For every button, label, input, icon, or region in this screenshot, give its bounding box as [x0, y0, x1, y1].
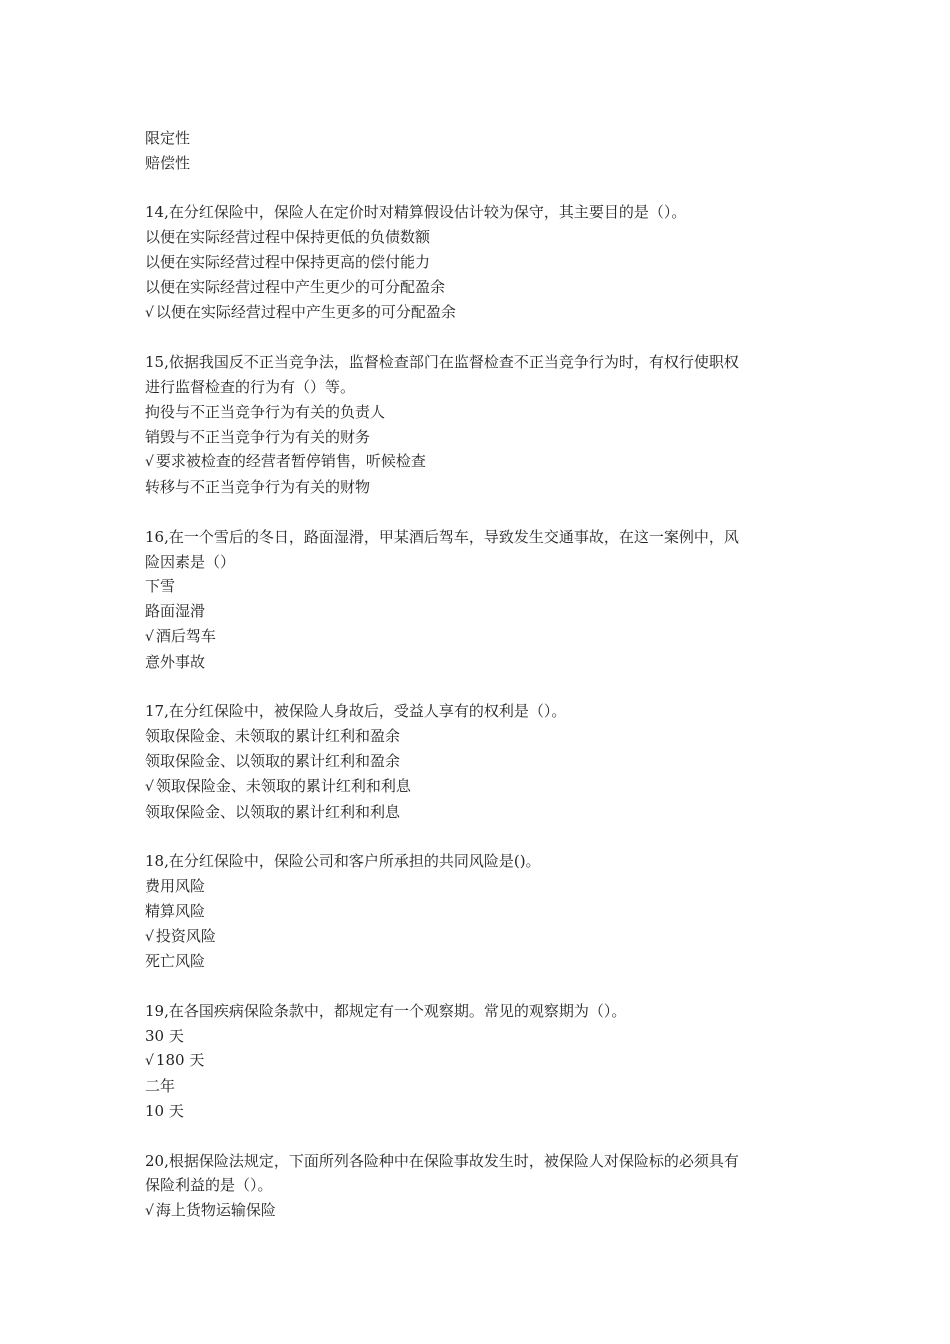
- check-mark-icon: √: [145, 1053, 154, 1070]
- option-text: 领取保险金、未领取的累计红利和利息: [155, 776, 411, 795]
- option-line: [145, 599, 815, 624]
- option-text: 以便在实际经营过程中产生更少的可分配盈余: [145, 277, 446, 296]
- question-stem: 14,在分红保险中，保险人在定价时对精算假设估计较为保守，其主要目的是（）。: [145, 203, 687, 222]
- blank-line: [145, 675, 815, 700]
- document-page: [145, 126, 815, 1224]
- option-text: 下雪: [145, 577, 176, 596]
- option-line: [145, 400, 815, 425]
- option-line: [145, 1099, 815, 1124]
- option-text: 10 天: [145, 1102, 184, 1121]
- question-block: [145, 699, 815, 824]
- option-line: [145, 1024, 815, 1049]
- check-mark-icon: √: [145, 628, 154, 645]
- question-block: [145, 849, 815, 974]
- question-stem: 保险利益的是（）。: [145, 1176, 273, 1195]
- blank-line: [145, 1124, 815, 1149]
- question-stem: 20,根据保险法规定，下面所列各险种中在保险事故发生时，被保险人对保险标的必须具有: [145, 1151, 739, 1170]
- option-line: [145, 1074, 815, 1099]
- question-stem: 进行监督检查的行为有（）等。: [145, 377, 356, 396]
- option-text: 领取保险金、以领取的累计红利和盈余: [145, 751, 401, 770]
- option-text: 意外事故: [145, 652, 206, 671]
- check-mark-icon: √: [145, 304, 154, 321]
- option-line: [145, 425, 815, 450]
- option-line: [145, 475, 815, 500]
- option-text: 死亡风险: [145, 952, 206, 971]
- check-mark-icon: √: [145, 1203, 154, 1220]
- correct-option: [145, 774, 815, 800]
- option-text: 180 天: [155, 1051, 205, 1070]
- blank-line: [145, 500, 815, 525]
- correct-option: [145, 449, 815, 475]
- option-text: 酒后驾车: [155, 626, 216, 645]
- option-text: 以便在实际经营过程中保持更低的负债数额: [145, 228, 431, 247]
- question-stem: 19,在各国疾病保险条款中，都规定有一个观察期。常见的观察期为（）。: [145, 1001, 627, 1020]
- option-text: 拘役与不正当竞争行为有关的负责人: [145, 402, 386, 421]
- question-list: [145, 176, 815, 1224]
- question-stem: 险因素是（）: [145, 552, 236, 571]
- option-text: 以便在实际经营过程中产生更多的可分配盈余: [155, 302, 456, 321]
- option-line: 限定性: [145, 129, 191, 147]
- option-text: 30 天: [145, 1026, 184, 1045]
- option-text: 路面湿滑: [145, 602, 206, 621]
- check-mark-icon: √: [145, 928, 154, 945]
- option-line: 赔偿性: [145, 153, 191, 172]
- correct-option: [145, 624, 815, 650]
- check-mark-icon: √: [145, 778, 154, 795]
- option-line: [145, 225, 815, 250]
- option-line: [145, 250, 815, 275]
- question-block: [145, 525, 815, 675]
- option-text: 以便在实际经营过程中保持更高的偿付能力: [145, 252, 431, 271]
- blank-line: [145, 325, 815, 350]
- question-block: [145, 999, 815, 1124]
- option-text: 要求被检查的经营者暂停销售，听候检查: [155, 452, 426, 471]
- question-stem: 15,依据我国反不正当竞争法，监督检查部门在监督检查不正当竞争行为时，有权行使职权: [145, 353, 739, 372]
- option-text: 精算风险: [145, 901, 206, 920]
- check-mark-icon: √: [145, 454, 154, 471]
- blank-line: [145, 176, 815, 201]
- correct-option: [145, 1198, 815, 1224]
- option-line: [145, 899, 815, 924]
- option-text: 销毁与不正当竞争行为有关的财务: [145, 427, 371, 446]
- option-text: 领取保险金、以领取的累计红利和利息: [145, 802, 401, 821]
- question-block: [145, 1149, 815, 1224]
- option-line: [145, 650, 815, 675]
- option-text: 转移与不正当竞争行为有关的财物: [145, 478, 371, 497]
- option-text: 海上货物运输保险: [155, 1201, 276, 1220]
- correct-option: [145, 300, 815, 326]
- option-text: 费用风险: [145, 876, 206, 895]
- question-stem: 16,在一个雪后的冬日，路面湿滑，甲某酒后驾车，导致发生交通事故，在这一案例中，风: [145, 527, 739, 546]
- option-line: [145, 574, 815, 599]
- option-line: [145, 749, 815, 774]
- correct-option: [145, 1048, 815, 1074]
- option-line: [145, 275, 815, 300]
- option-line: [145, 800, 815, 825]
- question-block: [145, 200, 815, 325]
- correct-option: [145, 924, 815, 950]
- previous-question-options: [145, 126, 815, 176]
- blank-line: [145, 824, 815, 849]
- option-text: 领取保险金、未领取的累计红利和盈余: [145, 727, 401, 746]
- question-stem: 18,在分红保险中，保险公司和客户所承担的共同风险是()。: [145, 852, 541, 871]
- option-line: [145, 949, 815, 974]
- option-line: [145, 724, 815, 749]
- question-stem: 17,在分红保险中，被保险人身故后，受益人享有的权利是（）。: [145, 702, 567, 721]
- option-text: 二年: [145, 1077, 176, 1096]
- option-line: [145, 874, 815, 899]
- blank-line: [145, 974, 815, 999]
- question-block: [145, 350, 815, 500]
- option-text: 投资风险: [155, 926, 216, 945]
